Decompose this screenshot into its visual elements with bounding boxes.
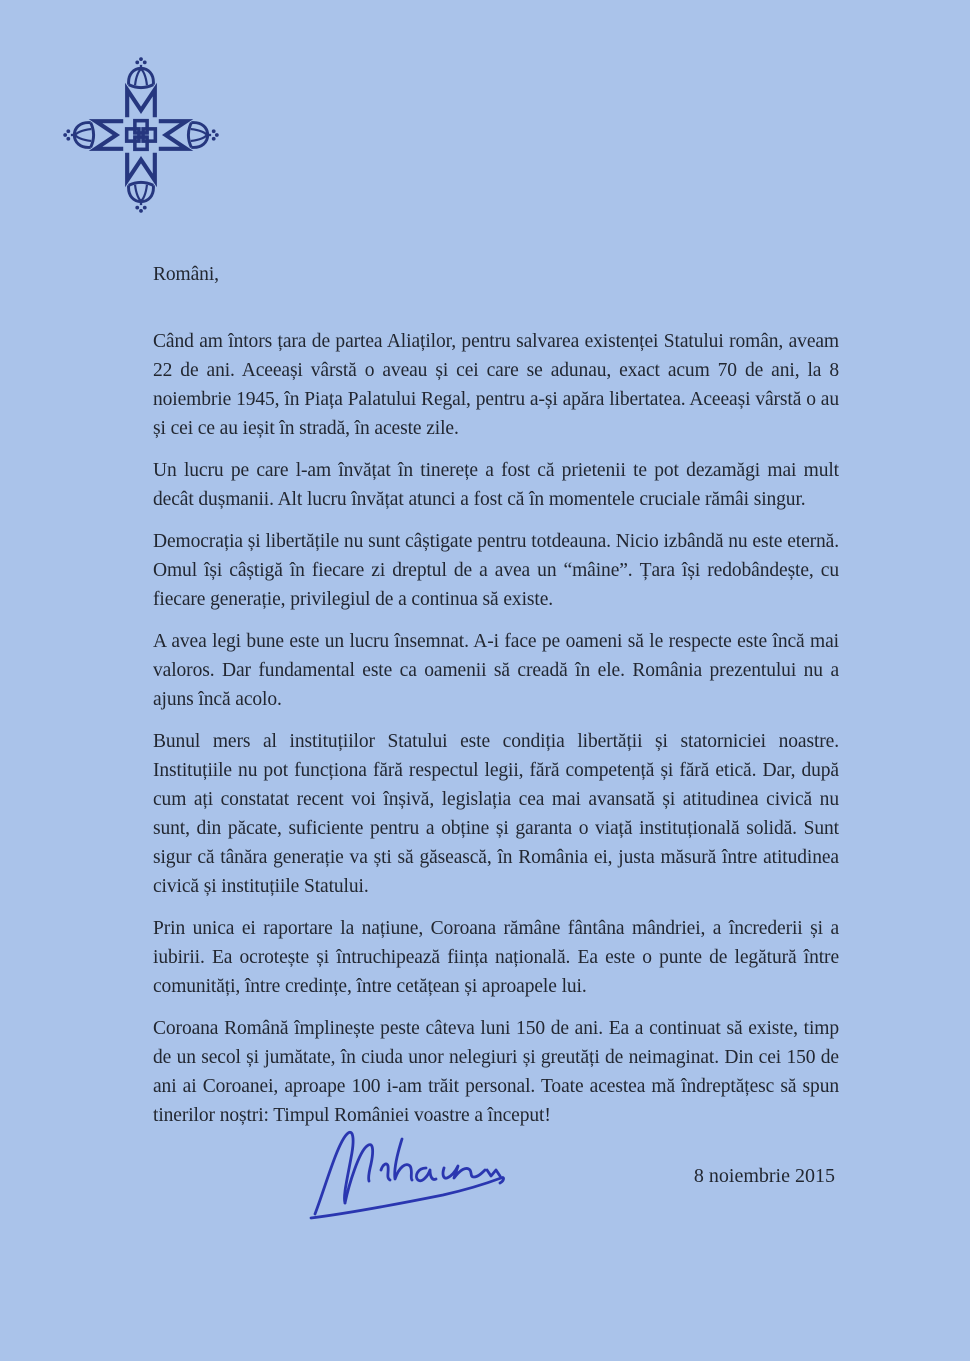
royal-cypher-icon [62,56,220,214]
paragraph: Coroana Română împlinește peste câteva luni 150 de ani. Ea a continuat să existe, timp de un secol și jumătate, în ciuda unor nelegiuri și greutăți de neimaginat. Din cei 150 de ani ai Coroanei, aproape 100 i-am trăit personal. Toate acestea mă îndreptățesc să spun tinerilor noștri: Timpul României voastre a început! [153,1018,839,1126]
paragraph: Când am întors țara de partea Aliaților, pentru salvarea existenței Statului român, aveam 22 de ani. Aceeași vârstă o aveau și cei care se adunau, exact acum 70 de ani, la 8 noiembrie 1945, în Piața Palatului Regal, pentru a-și apăra libertatea. Aceeași vârstă o au și cei ce au ieșit în stradă, în aceste zile. [153,331,839,439]
greeting: Români, [153,264,219,285]
paragraph: A avea legi bune este un lucru însemnat. A-i face pe oameni să le respecte este încă mai valoros. Dar fundamental este ca oamenii să creadă în ele. România prezentului nu a ajuns încă acolo. [153,631,839,710]
paragraph: Bunul mers al instituțiilor Statului este condiția libertății și statorniciei noastre. Instituțiile nu pot funcționa fără respectul legii, fără competență și fără etică. Dar, după cum ați constatat recent voi înșivă, legislația cea mai avansată și atitudinea civică nu sunt, din păcate, suficiente pentru a obține și garanta o viață instituțională solidă. Sunt sigur că tânăra generație va ști să găsească, în România ei, justa măsură între atitudinea civică și instituțiile Statului. [153,731,839,897]
paragraph: Prin unica ei raportare la națiune, Coroana rămâne fântâna mândriei, a încrederii și a iubirii. Ea ocrotește și întruchipează ființa națională. Ea este o punte de legătură între comunități, între credințe, între cetățean și aproapele lui. [153,918,839,997]
letter-text [153,260,839,1143]
date: 8 noiembrie 2015 [693,1165,835,1187]
paragraph: Democrația și libertățile nu sunt câștigate pentru totdeauna. Nicio izbândă nu este eternă. Omul își câștigă în fiecare zi dreptul de a avea un “mâine”. Țara își redobândește, cu fiecare generație, privilegiul de a continua să existe. [153,531,839,610]
paragraph: Un lucru pe care l-am învățat în tinerețe a fost că prietenii te pot dezamăgi mai mult decât dușmanii. Alt lucru învățat atunci a fost că în momentele cruciale rămâi singur. [153,460,839,510]
